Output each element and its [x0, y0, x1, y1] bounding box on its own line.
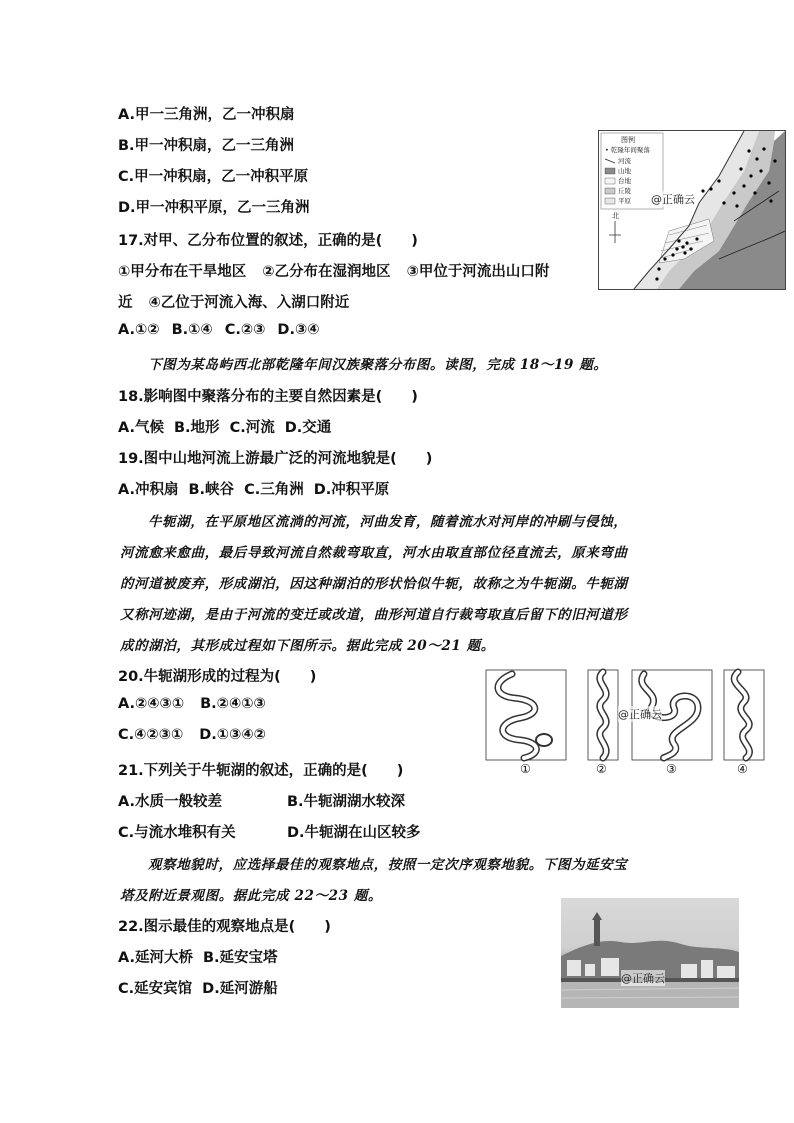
q19-option-c: C.三角洲 — [244, 482, 304, 498]
q17-options — [118, 322, 320, 338]
north-arrow-icon — [609, 221, 621, 243]
panel-2-label: ② — [596, 762, 607, 776]
q17-statement-4: ④乙位于河流入海、入湖口附近 — [148, 295, 350, 311]
q21-option-b: B.牛轭湖湖水较深 — [287, 794, 406, 810]
legend-title: 图例 — [621, 136, 635, 144]
q16-option-d: D.甲一冲积平原，乙一三角洲 — [118, 200, 310, 216]
q17-statement-1: ①甲分布在干旱地区 — [118, 264, 247, 280]
oxbow-watermark: @正确云 — [618, 708, 662, 721]
q17-statements-line1 — [118, 260, 549, 281]
intro-18-19: 下图为某岛屿西北部乾隆年间汉族聚落分布图。读图，完成 18～19 题。 — [148, 357, 608, 373]
legend-swatch-tableland — [605, 178, 615, 184]
pagoda-icon — [594, 920, 600, 946]
q17-option-a: A.①② — [118, 322, 160, 338]
q17-option-b: B.①④ — [171, 322, 213, 338]
q21-stem: 21.下列关于牛轭湖的叙述，正确的是( ) — [118, 763, 404, 779]
panel-1-label: ① — [520, 762, 531, 776]
q17-statement-3: ③甲位于河流出山口附 — [406, 264, 550, 280]
passage-20-line3: 的河道被废弃，形成湖泊，因这种湖泊的形状恰似牛轭，故称之为牛轭湖。牛轭湖 — [120, 576, 628, 592]
photo-watermark: @正确云 — [621, 972, 665, 985]
q16-option-a: A.甲一三角洲，乙一冲积扇 — [118, 107, 295, 123]
pagoda-photo — [561, 898, 739, 1008]
passage-22-line2: 塔及附近景观图。据此完成 22～23 题。 — [120, 888, 383, 904]
q20-options-cd — [118, 727, 266, 743]
q22-stem: 22.图示最佳的观察地点是( ) — [118, 919, 331, 935]
settlement-map-graphic — [599, 131, 785, 289]
q19-option-a: A.冲积扇 — [118, 482, 179, 498]
q17-statement-2: ②乙分布在湿润地区 — [262, 264, 391, 280]
legend-hill: 丘陵 — [618, 187, 631, 195]
panel-4-label: ④ — [737, 762, 748, 776]
legend-plain: 平原 — [618, 197, 631, 205]
q22-option-d: D.延河游船 — [202, 981, 278, 997]
q20-option-b: B.②④①③ — [200, 696, 266, 712]
pagoda-photo-graphic — [561, 898, 739, 1008]
q20-stem: 20.牛轭湖形成的过程为( ) — [118, 669, 317, 685]
legend-tableland: 台地 — [618, 177, 631, 185]
q22-options-ab — [118, 946, 278, 967]
legend-swatch-hill — [605, 188, 615, 194]
q19-option-b: B.峡谷 — [188, 482, 235, 498]
passage-22-line1: 观察地貌时，应选择最佳的观察地点，按照一定次序观察地貌。下图为延安宝 — [148, 857, 628, 873]
panel-3-label: ③ — [666, 762, 677, 776]
q21-option-c: C.与流水堆积有关 — [118, 825, 236, 841]
q16-option-c: C.甲一冲积扇，乙一冲积平原 — [118, 169, 309, 185]
q18-options — [118, 416, 331, 437]
q16-option-b: B.甲一冲积扇，乙一三角洲 — [118, 138, 295, 154]
q18-option-a: A.气候 — [118, 420, 164, 436]
q22-option-b: B.延安宝塔 — [203, 950, 278, 966]
legend-river: 河流 — [618, 157, 631, 165]
q19-option-d: D.冲积平原 — [313, 482, 390, 498]
q18-option-d: D.交通 — [284, 420, 332, 436]
q18-option-c: C.河流 — [229, 420, 275, 436]
north-label: 北 — [612, 212, 619, 220]
passage-20-line5: 成的湖泊，其形成过程如下图所示。据此完成 20～21 题。 — [120, 638, 495, 654]
q17-stem: 17.对甲、乙分布位置的叙述，正确的是( ) — [118, 233, 418, 249]
q18-option-b: B.地形 — [174, 420, 220, 436]
q17-option-d: D.③④ — [277, 322, 320, 338]
q17-statements-line2 — [118, 291, 349, 312]
legend-mountain: 山地 — [618, 167, 631, 175]
q20-option-c: C.④②③① — [118, 727, 184, 743]
oxbow-diagram — [484, 668, 770, 780]
legend-swatch-plain — [605, 198, 615, 204]
legend-swatch-mountain — [605, 168, 615, 174]
q20-option-d: D.①③④② — [199, 727, 266, 743]
passage-20-line1: 牛轭湖，在平原地区流淌的河流，河曲发育，随着流水对河岸的冲刷与侵蚀， — [148, 514, 628, 530]
passage-20-line2: 河流愈来愈曲，最后导致河流自然裁弯取直，河水由取直部位径直流去，原来弯曲 — [120, 545, 628, 561]
q20-option-a: A.②④③① — [118, 696, 185, 712]
q22-option-c: C.延安宾馆 — [118, 981, 193, 997]
q22-option-a: A.延河大桥 — [118, 950, 193, 966]
q21-option-a: A.水质一般较差 — [118, 794, 222, 810]
q22-options-cd — [118, 977, 278, 998]
settlement-map — [598, 130, 786, 290]
map-watermark: @正确云 — [651, 193, 695, 206]
passage-20-line4: 又称河迹湖，是由于河流的变迁或改道，曲形河道自行裁弯取直后留下的旧河道形 — [120, 607, 628, 623]
pagoda-top — [592, 912, 602, 920]
q17-statement-3-end: 近 — [118, 295, 133, 311]
q21-option-d: D.牛轭湖在山区较多 — [287, 825, 421, 841]
legend-settlement: • 乾隆年间聚落 — [605, 146, 650, 154]
q18-stem: 18.影响图中聚落分布的主要自然因素是( ) — [118, 389, 418, 405]
q17-option-c: C.②③ — [224, 322, 266, 338]
q19-stem: 19.图中山地河流上游最广泛的河流地貌是( ) — [118, 451, 433, 467]
q19-options — [118, 478, 389, 499]
q20-options-ab — [118, 696, 266, 712]
